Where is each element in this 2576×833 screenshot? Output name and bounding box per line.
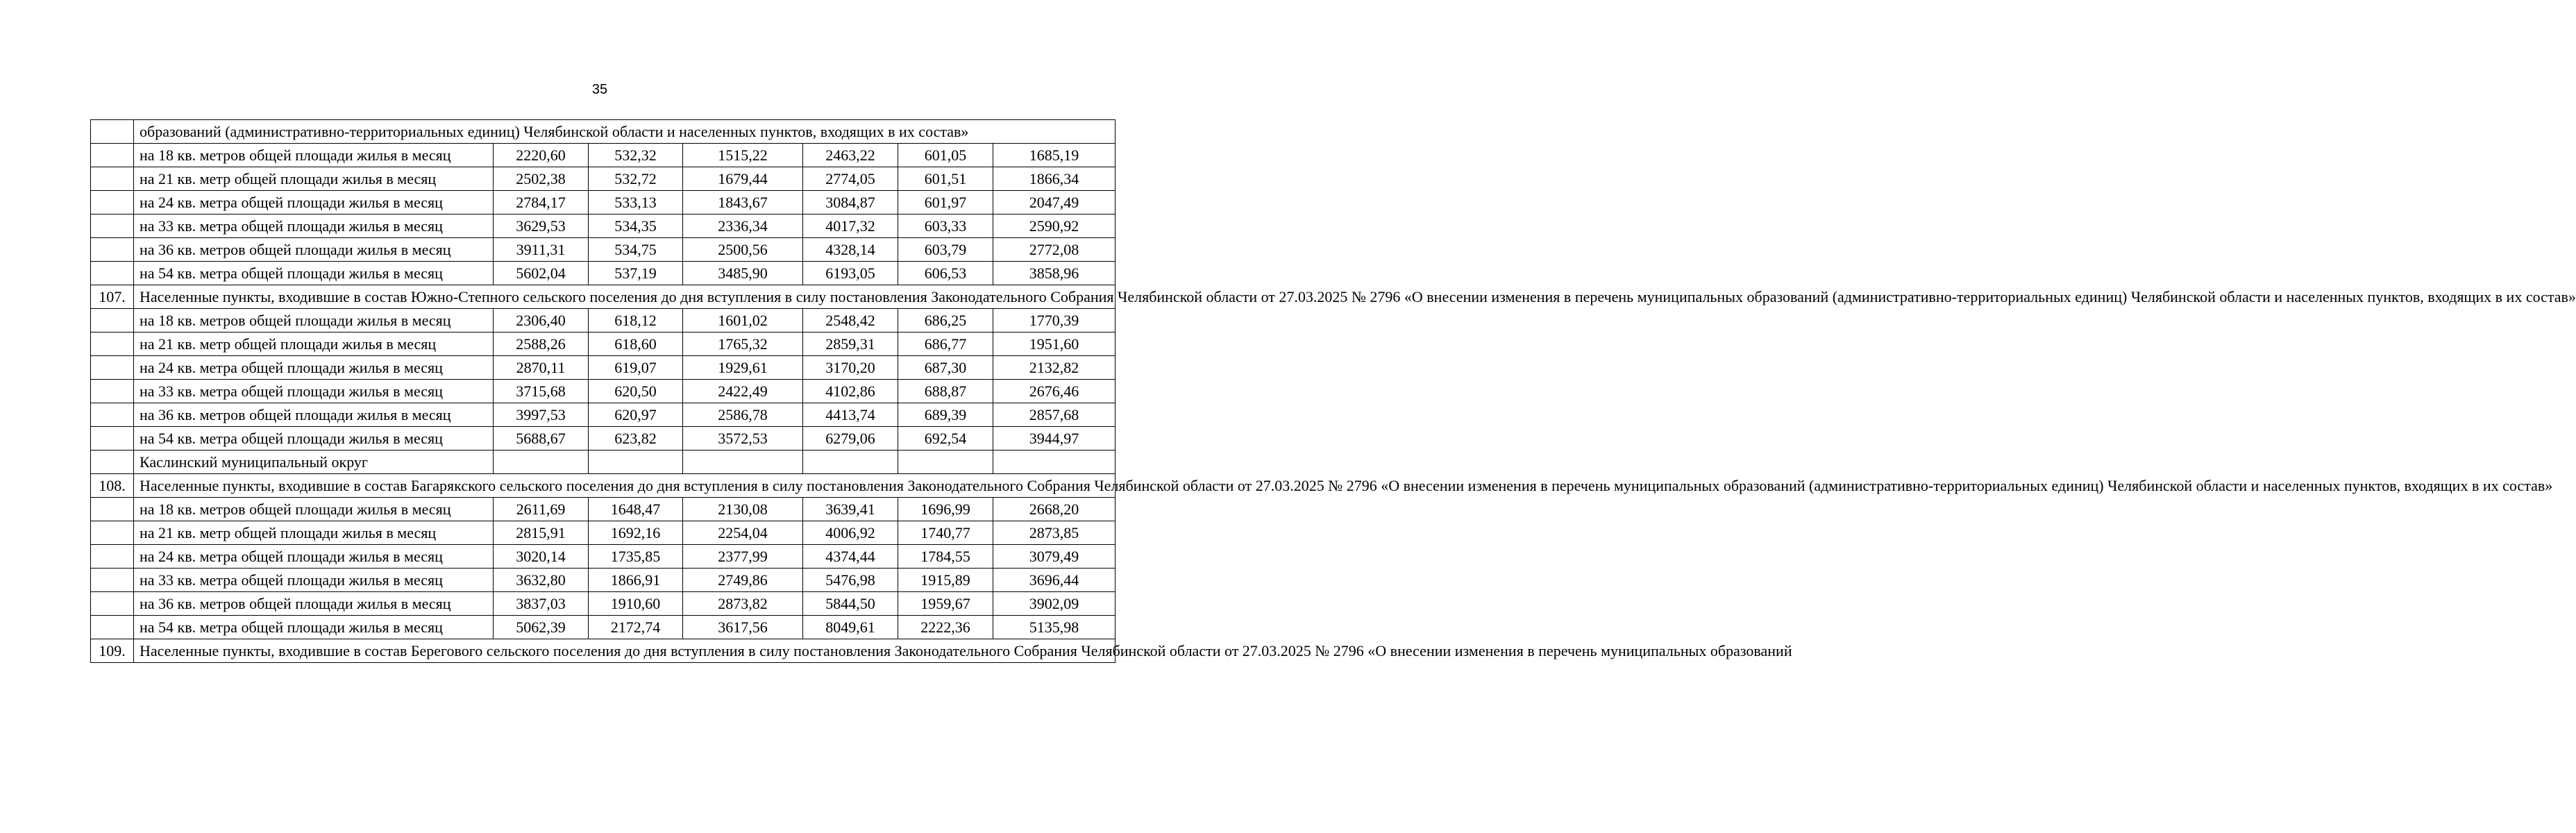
item-heading: Населенные пункты, входившие в состав Багарякского сельского поселения до дня вступления в силу постановления Законодательного Собрания Челябинской области от 27.03.2025 № 2796 «О внесении изменения в перечень муниципальных образований (административно-территориальных единиц) Челябинской области и населенных пунктов, входящих в их состав» — [134, 474, 1116, 498]
item-heading-row — [91, 639, 1116, 663]
empty-number-cell — [91, 569, 134, 592]
continuation-text: образований (административно-территориальных единиц) Челябинской области и населенных пунктов, входящих в их состав» — [134, 120, 1116, 144]
empty-value-cell — [494, 451, 589, 474]
value-cell: 1866,91 — [589, 569, 683, 592]
table-row — [91, 569, 1116, 592]
value-cell: 689,39 — [898, 403, 993, 427]
empty-number-cell — [91, 144, 134, 167]
value-cell: 3629,53 — [494, 214, 589, 238]
value-cell: 1515,22 — [683, 144, 803, 167]
item-heading: Населенные пункты, входившие в состав Берегового сельского поселения до дня вступления в силу постановления Законодательного Собрания Челябинской области от 27.03.2025 № 2796 «О внесении изменения в перечень муниципальных образований — [134, 639, 1116, 663]
value-cell: 601,51 — [898, 167, 993, 191]
item-number: 109. — [91, 639, 134, 663]
value-cell: 619,07 — [589, 356, 683, 380]
empty-number-cell — [91, 214, 134, 238]
empty-number-cell — [91, 167, 134, 191]
value-cell: 3079,49 — [993, 545, 1116, 569]
value-cell: 2132,82 — [993, 356, 1116, 380]
value-cell: 4374,44 — [803, 545, 898, 569]
item-heading-row — [91, 285, 1116, 309]
value-cell: 3617,56 — [683, 616, 803, 639]
row-label: на 36 кв. метров общей площади жилья в месяц — [134, 592, 494, 616]
row-label: на 24 кв. метра общей площади жилья в месяц — [134, 545, 494, 569]
district-row — [91, 451, 1116, 474]
value-cell: 2873,82 — [683, 592, 803, 616]
row-label: на 33 кв. метра общей площади жилья в месяц — [134, 380, 494, 403]
value-cell: 3944,97 — [993, 427, 1116, 451]
table-row — [91, 191, 1116, 214]
table-row — [91, 427, 1116, 451]
value-cell: 2590,92 — [993, 214, 1116, 238]
value-cell: 4413,74 — [803, 403, 898, 427]
value-cell: 1692,16 — [589, 521, 683, 545]
row-label: на 33 кв. метра общей площади жилья в месяц — [134, 569, 494, 592]
value-cell: 2815,91 — [494, 521, 589, 545]
table-row — [91, 238, 1116, 262]
district-name: Каслинский муниципальный округ — [134, 451, 494, 474]
value-cell: 5602,04 — [494, 262, 589, 285]
value-cell: 2784,17 — [494, 191, 589, 214]
value-cell: 5688,67 — [494, 427, 589, 451]
row-label: на 33 кв. метра общей площади жилья в месяц — [134, 214, 494, 238]
row-label: на 24 кв. метра общей площади жилья в месяц — [134, 191, 494, 214]
value-cell: 4006,92 — [803, 521, 898, 545]
value-cell: 687,30 — [898, 356, 993, 380]
empty-number-cell — [91, 333, 134, 356]
row-label: на 54 кв. метра общей площади жилья в месяц — [134, 262, 494, 285]
value-cell: 1951,60 — [993, 333, 1116, 356]
value-cell: 1765,32 — [683, 333, 803, 356]
value-cell: 618,12 — [589, 309, 683, 333]
value-cell: 4017,32 — [803, 214, 898, 238]
value-cell: 2130,08 — [683, 498, 803, 521]
table-row — [91, 214, 1116, 238]
value-cell: 534,35 — [589, 214, 683, 238]
value-cell: 2873,85 — [993, 521, 1116, 545]
value-cell: 532,32 — [589, 144, 683, 167]
item-number-cell — [91, 120, 134, 144]
empty-number-cell — [91, 616, 134, 639]
value-cell: 2047,49 — [993, 191, 1116, 214]
empty-number-cell — [91, 592, 134, 616]
item-heading: Населенные пункты, входившие в состав Южно-Степного сельского поселения до дня вступления в силу постановления Законодательного Собрания Челябинской области от 27.03.2025 № 2796 «О внесении изменения в перечень муниципальных образований (административно-территориальных единиц) Челябинской области и населенных пунктов, входящих в их состав» — [134, 285, 1116, 309]
value-cell: 4102,86 — [803, 380, 898, 403]
value-cell: 1735,85 — [589, 545, 683, 569]
row-label: на 21 кв. метр общей площади жилья в месяц — [134, 333, 494, 356]
tariff-table — [90, 119, 2576, 663]
value-cell: 623,82 — [589, 427, 683, 451]
empty-number-cell — [91, 498, 134, 521]
value-cell: 692,54 — [898, 427, 993, 451]
empty-number-cell — [91, 238, 134, 262]
value-cell: 8049,61 — [803, 616, 898, 639]
value-cell: 2772,08 — [993, 238, 1116, 262]
value-cell: 686,77 — [898, 333, 993, 356]
value-cell: 1866,34 — [993, 167, 1116, 191]
value-cell: 2548,42 — [803, 309, 898, 333]
value-cell: 3632,80 — [494, 569, 589, 592]
empty-value-cell — [803, 451, 898, 474]
table-row — [91, 616, 1116, 639]
table-row — [91, 309, 1116, 333]
value-cell: 2220,60 — [494, 144, 589, 167]
value-cell: 2859,31 — [803, 333, 898, 356]
table-row — [91, 356, 1116, 380]
value-cell: 2254,04 — [683, 521, 803, 545]
table-row — [91, 545, 1116, 569]
value-cell: 1601,02 — [683, 309, 803, 333]
empty-number-cell — [91, 427, 134, 451]
value-cell: 1685,19 — [993, 144, 1116, 167]
empty-value-cell — [589, 451, 683, 474]
table-row — [91, 521, 1116, 545]
value-cell: 686,25 — [898, 309, 993, 333]
value-cell: 1770,39 — [993, 309, 1116, 333]
value-cell: 601,97 — [898, 191, 993, 214]
value-cell: 3020,14 — [494, 545, 589, 569]
value-cell: 688,87 — [898, 380, 993, 403]
item-number: 107. — [91, 285, 134, 309]
value-cell: 5135,98 — [993, 616, 1116, 639]
value-cell: 3084,87 — [803, 191, 898, 214]
value-cell: 3715,68 — [494, 380, 589, 403]
table-row — [91, 144, 1116, 167]
value-cell: 3858,96 — [993, 262, 1116, 285]
value-cell: 2463,22 — [803, 144, 898, 167]
row-label: на 24 кв. метра общей площади жилья в месяц — [134, 356, 494, 380]
empty-number-cell — [91, 521, 134, 545]
value-cell: 2588,26 — [494, 333, 589, 356]
value-cell: 1648,47 — [589, 498, 683, 521]
value-cell: 3911,31 — [494, 238, 589, 262]
value-cell: 3902,09 — [993, 592, 1116, 616]
value-cell: 606,53 — [898, 262, 993, 285]
empty-number-cell — [91, 380, 134, 403]
empty-number-cell — [91, 309, 134, 333]
value-cell: 1784,55 — [898, 545, 993, 569]
value-cell: 3696,44 — [993, 569, 1116, 592]
table-body — [91, 120, 2576, 663]
value-cell: 2500,56 — [683, 238, 803, 262]
empty-value-cell — [898, 451, 993, 474]
value-cell: 3170,20 — [803, 356, 898, 380]
value-cell: 3572,53 — [683, 427, 803, 451]
value-cell: 603,33 — [898, 214, 993, 238]
table-row — [91, 498, 1116, 521]
value-cell: 537,19 — [589, 262, 683, 285]
value-cell: 2306,40 — [494, 309, 589, 333]
row-label: на 21 кв. метр общей площади жилья в месяц — [134, 167, 494, 191]
row-label: на 54 кв. метра общей площади жилья в месяц — [134, 427, 494, 451]
row-label: на 18 кв. метров общей площади жилья в месяц — [134, 309, 494, 333]
value-cell: 2502,38 — [494, 167, 589, 191]
value-cell: 4328,14 — [803, 238, 898, 262]
value-cell: 2377,99 — [683, 545, 803, 569]
empty-value-cell — [993, 451, 1116, 474]
item-heading-row — [91, 474, 1116, 498]
value-cell: 2172,74 — [589, 616, 683, 639]
value-cell: 603,79 — [898, 238, 993, 262]
value-cell: 2870,11 — [494, 356, 589, 380]
row-label: на 36 кв. метров общей площади жилья в месяц — [134, 403, 494, 427]
value-cell: 5062,39 — [494, 616, 589, 639]
row-label: на 18 кв. метров общей площади жилья в месяц — [134, 498, 494, 521]
value-cell: 2774,05 — [803, 167, 898, 191]
table-row — [91, 403, 1116, 427]
value-cell: 6279,06 — [803, 427, 898, 451]
empty-number-cell — [91, 356, 134, 380]
value-cell: 2749,86 — [683, 569, 803, 592]
value-cell: 2857,68 — [993, 403, 1116, 427]
value-cell: 618,60 — [589, 333, 683, 356]
value-cell: 1959,67 — [898, 592, 993, 616]
value-cell: 2336,34 — [683, 214, 803, 238]
value-cell: 1696,99 — [898, 498, 993, 521]
value-cell: 1915,89 — [898, 569, 993, 592]
value-cell: 2422,49 — [683, 380, 803, 403]
value-cell: 3639,41 — [803, 498, 898, 521]
row-label: на 36 кв. метров общей площади жилья в месяц — [134, 238, 494, 262]
value-cell: 5844,50 — [803, 592, 898, 616]
value-cell: 620,50 — [589, 380, 683, 403]
empty-number-cell — [91, 191, 134, 214]
value-cell: 5476,98 — [803, 569, 898, 592]
table-row — [91, 262, 1116, 285]
value-cell: 532,72 — [589, 167, 683, 191]
table-row — [91, 592, 1116, 616]
table-row — [91, 167, 1116, 191]
value-cell: 2611,69 — [494, 498, 589, 521]
page-number: 35 — [591, 82, 608, 97]
empty-number-cell — [91, 403, 134, 427]
empty-number-cell — [91, 262, 134, 285]
row-label: на 21 кв. метр общей площади жилья в месяц — [134, 521, 494, 545]
value-cell: 3997,53 — [494, 403, 589, 427]
value-cell: 2668,20 — [993, 498, 1116, 521]
continuation-row — [91, 120, 1116, 144]
empty-number-cell — [91, 451, 134, 474]
value-cell: 1843,67 — [683, 191, 803, 214]
empty-value-cell — [683, 451, 803, 474]
value-cell: 3837,03 — [494, 592, 589, 616]
value-cell: 2586,78 — [683, 403, 803, 427]
row-label: на 18 кв. метров общей площади жилья в месяц — [134, 144, 494, 167]
item-number: 108. — [91, 474, 134, 498]
value-cell: 2676,46 — [993, 380, 1116, 403]
value-cell: 534,75 — [589, 238, 683, 262]
value-cell: 1679,44 — [683, 167, 803, 191]
value-cell: 533,13 — [589, 191, 683, 214]
value-cell: 1910,60 — [589, 592, 683, 616]
value-cell: 3485,90 — [683, 262, 803, 285]
empty-number-cell — [91, 545, 134, 569]
value-cell: 620,97 — [589, 403, 683, 427]
value-cell: 2222,36 — [898, 616, 993, 639]
table-row — [91, 333, 1116, 356]
value-cell: 601,05 — [898, 144, 993, 167]
table-row — [91, 380, 1116, 403]
value-cell: 1929,61 — [683, 356, 803, 380]
value-cell: 6193,05 — [803, 262, 898, 285]
row-label: на 54 кв. метра общей площади жилья в месяц — [134, 616, 494, 639]
value-cell: 1740,77 — [898, 521, 993, 545]
